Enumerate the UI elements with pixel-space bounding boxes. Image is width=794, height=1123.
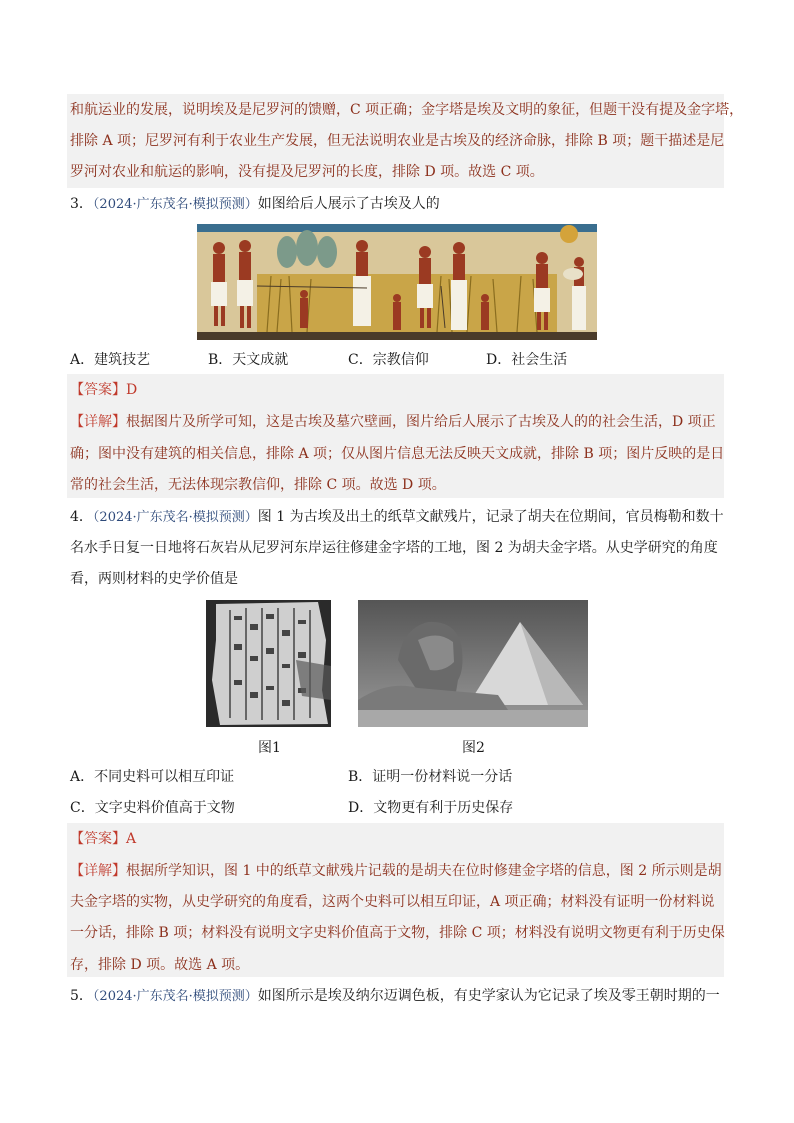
q4-explanation-line-2: 夫金字塔的实物，从史学研究的角度看，这两个史料可以相互印证，A 项正确；材料没有证明一份材料说: [70, 894, 715, 910]
q3-answer-label: 【答案】: [70, 382, 126, 398]
q4-stem-line-3: 看，两则材料的史学价值是: [70, 571, 238, 587]
q4-answer-value: A: [126, 831, 137, 847]
q5-stem: [70, 986, 720, 1007]
q4-option-b: B．证明一份材料说一分话: [348, 769, 513, 785]
q3-source: （2024·广东茂名·模拟预测）: [92, 197, 258, 212]
q4-answer-line: [70, 829, 136, 849]
q4-explanation-line-4: 存，排除 D 项。故选 A 项。: [70, 957, 250, 973]
q3-option-b: B．天文成就: [208, 352, 289, 368]
q4-option-a: A．不同史料可以相互印证: [70, 769, 235, 785]
q2-explanation-line-1: 和航运业的发展，说明埃及是尼罗河的馈赠，C 项正确；金字塔是埃及文明的象征，但题干没有提及金字塔，: [70, 102, 744, 118]
figure-1-caption: 图1: [258, 740, 281, 756]
q3-explanation-line-1: 【详解】根据图片及所学可知，这是古埃及墓穴壁画，图片给后人展示了古埃及人的的社会生活，D 项正: [70, 414, 716, 430]
q3-explanation-line-3: 常的社会生活，无法体现宗教信仰，排除 C 项。故选 D 项。: [70, 477, 446, 493]
sphinx-pyramid-image: [358, 600, 588, 727]
q4-stem-line-2: 名水手日复一日地将石灰岩从尼罗河东岸运往修建金字塔的工地，图 2 为胡夫金字塔。从史学研究的角度: [70, 540, 718, 556]
q5-number: 5．: [70, 988, 93, 1004]
papyrus-drawing: [206, 600, 331, 727]
q3-explanation-line-2: 确；图中没有建筑的相关信息，排除 A 项；仅从图片信息无法反映天文成就，排除 B 项；图片反映的是日: [70, 446, 725, 462]
q4-number: 4．: [70, 509, 93, 525]
q4-stem-line-1: 4．（2024·广东茂名·模拟预测）图 1 为古埃及出土的纸草文献残片，记录了胡夫在位期间，官员梅勒和数十: [70, 509, 724, 525]
q3-number: 3．: [70, 196, 93, 212]
q5-text: 如图所示是埃及纳尔迈调色板，有史学家认为它记录了埃及零王朝时期的一: [257, 988, 720, 1004]
q3-stem: [70, 194, 440, 215]
q2-explanation-line-2: 排除 A 项；尼罗河有利于农业生产发展，但无法说明农业是古埃及的经济命脉，排除 B 项；题干描述是尼: [70, 133, 725, 149]
q4-source: （2024·广东茂名·模拟预测）: [92, 510, 258, 525]
q4-answer-label: 【答案】: [70, 831, 126, 847]
egyptian-mural-drawing: [197, 224, 597, 340]
q3-option-d: D．社会生活: [486, 352, 568, 368]
q4-explanation-line-1: 【详解】根据所学知识，图 1 中的纸草文献残片记载的是胡夫在位时修建金字塔的信息，图 2 所示则是胡: [70, 863, 722, 879]
q4-explanation-line-3: 一分话，排除 B 项；材料没有说明文字史料价值高于文物，排除 C 项；材料没有说明文物更有利于历史保: [70, 925, 725, 941]
q3-option-c: C．宗教信仰: [348, 352, 429, 368]
q3-answer-value: D: [126, 382, 138, 398]
q4-option-c: C．文字史料价值高于文物: [70, 800, 235, 816]
q3-explanation-label: 【详解】: [70, 414, 126, 430]
q4-option-d: D．文物更有利于历史保存: [348, 800, 514, 816]
q3-answer-line: [70, 380, 137, 400]
sphinx-drawing: [358, 600, 588, 727]
q5-source: （2024·广东茂名·模拟预测）: [92, 989, 258, 1004]
q3-option-a: A．建筑技艺: [70, 352, 151, 368]
q3-text: 如图给后人展示了古埃及人的: [257, 196, 440, 212]
q4-explanation-label: 【详解】: [70, 863, 126, 879]
q2-explanation-line-3: 罗河对农业和航运的影响，没有提及尼罗河的长度，排除 D 项。故选 C 项。: [70, 164, 544, 180]
papyrus-fragment-image: [206, 600, 331, 727]
figure-2-caption: 图2: [462, 740, 485, 756]
egyptian-mural-image: [197, 224, 597, 340]
